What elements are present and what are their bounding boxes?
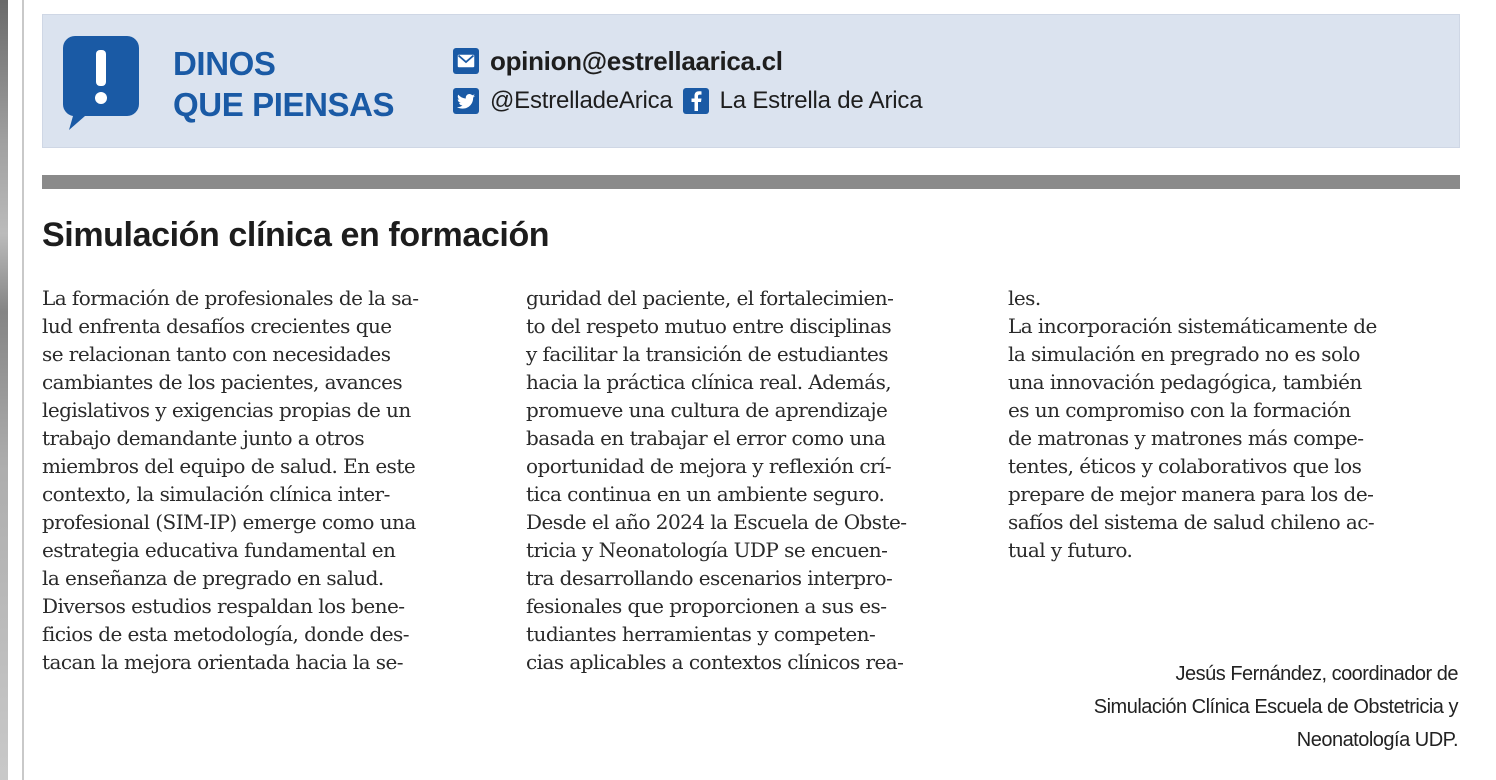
page-edge-line <box>22 0 24 780</box>
article-column-2 <box>526 284 986 676</box>
banner-title-line1: DINOS <box>173 45 276 82</box>
article-column-1 <box>42 284 502 676</box>
text-line: tentes, éticos y colaborativos que los <box>1008 454 1362 478</box>
banner-title <box>173 43 394 125</box>
text-line: miembros del equipo de salud. En este <box>42 454 416 478</box>
twitter-icon <box>453 88 479 114</box>
exclamation-bubble-icon <box>63 36 139 120</box>
twitter-handle-link[interactable]: @EstrelladeArica <box>490 87 673 114</box>
text-line: una innovación pedagógica, también <box>1008 370 1362 394</box>
text-line: es un compromiso con la formación <box>1008 398 1351 422</box>
text-line: les. <box>1008 286 1041 310</box>
signature-line: Jesús Fernández, coordinador de <box>1175 663 1458 685</box>
text-line: la simulación en pregrado no es solo <box>1008 342 1360 366</box>
text-line: la enseñanza de pregrado en salud. <box>42 566 384 590</box>
text-line: tacan la mejora orientada hacia la se- <box>42 650 403 674</box>
text-line: hacia la práctica clínica real. Además, <box>526 370 892 394</box>
facebook-page-link[interactable]: La Estrella de Arica <box>719 87 923 114</box>
social-row <box>453 81 922 121</box>
facebook-group <box>683 87 923 115</box>
text-line: basada en trabajar el error como una <box>526 426 886 450</box>
signature-line: Neonatología UDP. <box>1296 729 1458 751</box>
author-signature <box>1094 658 1458 757</box>
text-line: tricia y Neonatología UDP se encuen- <box>526 538 888 562</box>
text-line: tra desarrollando escenarios interpro- <box>526 566 893 590</box>
text-line: safíos del sistema de salud chileno ac- <box>1008 510 1375 534</box>
contact-list <box>453 41 922 121</box>
text-line: profesional (SIM-IP) emerge como una <box>42 510 416 534</box>
signature-line: Simulación Clínica Escuela de Obstetricia y <box>1093 696 1458 718</box>
text-line: promueve una cultura de aprendizaje <box>526 398 888 422</box>
text-line: contexto, la simulación clínica inter- <box>42 482 390 506</box>
section-divider <box>42 175 1460 189</box>
email-row <box>453 41 922 81</box>
facebook-icon <box>683 88 709 114</box>
text-line: ficios de esta metodología, donde des- <box>42 622 409 646</box>
text-line: cias aplicables a contextos clínicos rea- <box>526 650 904 674</box>
text-line: La incorporación sistemáticamente de <box>1008 314 1377 338</box>
text-line: to del respeto mutuo entre disciplinas <box>526 314 892 338</box>
text-line: oportunidad de mejora y reflexión crí- <box>526 454 892 478</box>
text-line: Desde el año 2024 la Escuela de Obste- <box>526 510 907 534</box>
contact-banner <box>42 14 1460 148</box>
text-line: La formación de profesionales de la sa- <box>42 286 419 310</box>
envelope-icon <box>453 48 479 74</box>
text-line: cambiantes de los pacientes, avances <box>42 370 403 394</box>
text-line: tudiantes herramientas y competen- <box>526 622 876 646</box>
text-line: fesionales que proporcionen a sus es- <box>526 594 887 618</box>
text-line: tica continua en un ambiente seguro. <box>526 482 885 506</box>
text-line: y facilitar la transición de estudiantes <box>526 342 889 366</box>
text-line: trabajo demandante junto a otros <box>42 426 365 450</box>
banner-title-line2: QUE PIENSAS <box>173 86 395 123</box>
text-line: lud enfrenta desafíos crecientes que <box>42 314 392 338</box>
page-edge-shadow <box>0 0 8 780</box>
article-column-3 <box>1008 284 1468 564</box>
text-line: guridad del paciente, el fortalecimien- <box>526 286 894 310</box>
text-line: tual y futuro. <box>1008 538 1133 562</box>
text-line: estrategia educativa fundamental en <box>42 538 396 562</box>
text-line: legislativos y exigencias propias de un <box>42 398 411 422</box>
text-line: prepare de mejor manera para los de- <box>1008 482 1374 506</box>
text-line: se relacionan tanto con necesidades <box>42 342 391 366</box>
email-link[interactable]: opinion@estrellaarica.cl <box>490 45 783 76</box>
text-line: de matronas y matrones más compe- <box>1008 426 1364 450</box>
article-title: Simulación clínica en formación <box>42 216 550 254</box>
text-line: Diversos estudios respaldan los bene- <box>42 594 405 618</box>
